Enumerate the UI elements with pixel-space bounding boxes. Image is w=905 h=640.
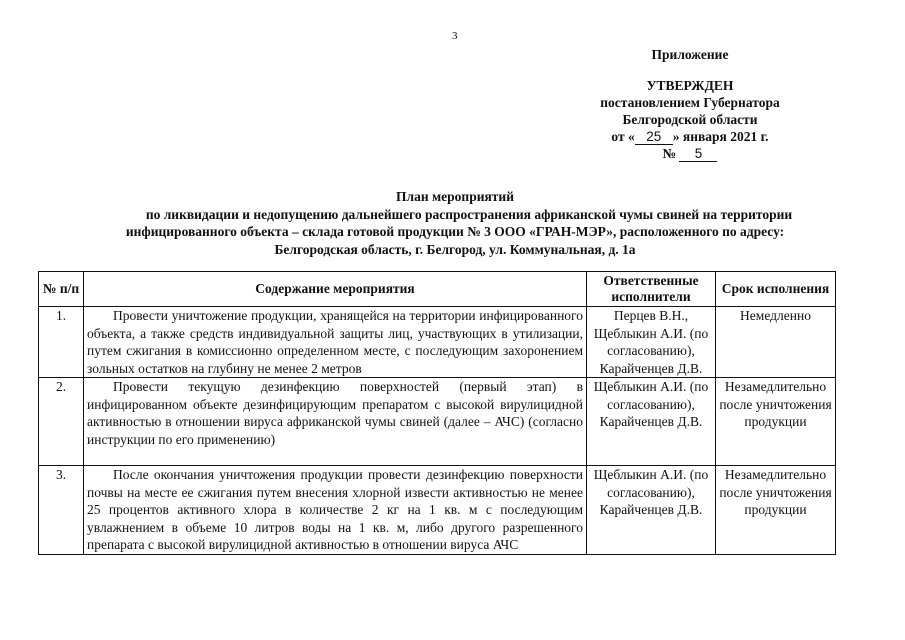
- title-line3: инфицированного объекта – склада готовой продукции № 3 ООО «ГРАН-МЭР», расположенного по адресу:: [125, 224, 785, 239]
- approved-label: УТВЕРЖДЕН: [646, 78, 734, 93]
- approval-date: [540, 128, 840, 145]
- table-row: [39, 307, 836, 378]
- approval-block: [540, 46, 840, 162]
- header-deadline: Срок исполнения: [716, 272, 836, 307]
- row-deadline: Незамедлительно после уничтожения продукции: [716, 466, 836, 555]
- title-line4: Белгородская область, г. Белгород, ул. Коммунальная, д. 1а: [274, 241, 636, 257]
- row-content: [84, 378, 587, 466]
- header-responsible: Ответственные исполнители: [587, 272, 716, 307]
- row-responsible: Щеблыкин А.И. (по согласованию), Карайченцев Д.В.: [587, 466, 716, 555]
- approved-by-line2: Белгородской области: [622, 112, 758, 127]
- table-row: [39, 378, 836, 466]
- row-content: [84, 466, 587, 555]
- row-content-text: После окончания уничтожения продукции провести дезинфекцию поверхности почвы на месте ее сжигания путем внесения хлорной извести активностью не менее 25 процентов активного хлора в количестве 2 кг на 1 кв. м с последующим увлажнением в объеме 10 литров воды на 1 кв. м, либо другого разрешенного препарата с высокой вирулицидной активностью в отношении вируса АЧС: [87, 467, 583, 552]
- row-content-text: Провести уничтожение продукции, хранящейся на территории инфицированного объекта, а также средств индивидуальной защиты лиц, участвующих в утилизации, путем сжигания в комиссионно определенном месте, с последующим захоронением зольных остатков на глубину не менее 2 метров: [87, 308, 583, 376]
- number-prefix: №: [662, 146, 677, 161]
- table-header-row: [39, 272, 836, 307]
- row-responsible: Перцев В.Н., Щеблыкин А.И. (по согласованию), Карайченцев Д.В.: [587, 307, 716, 378]
- row-deadline: Немедленно: [716, 307, 836, 378]
- row-content-text: Провести текущую дезинфекцию поверхностей (первый этап) в инфицированном объекте дезинфицирующим препаратом с высокой вирулицидной активностью в отношении вируса африканской чумы свиней (далее – АЧС) (согласно инструкции по его применению): [87, 379, 583, 447]
- date-prefix: от «: [611, 129, 635, 144]
- row-num: 3.: [39, 466, 84, 555]
- table-row: [39, 466, 836, 555]
- header-num: № п/п: [39, 272, 84, 307]
- title-line1: План мероприятий: [396, 189, 514, 204]
- number-value: 5: [679, 147, 717, 162]
- measures-table: [38, 271, 836, 555]
- approved-by-line1: постановлением Губернатора: [600, 95, 780, 110]
- row-deadline: Незамедлительно после уничтожения продукции: [716, 378, 836, 466]
- appendix-label: Приложение: [651, 47, 729, 62]
- title-line2: по ликвидации и недопущению дальнейшего распространения африканской чумы свиней на территории: [145, 206, 793, 222]
- date-day: 25: [635, 130, 673, 145]
- date-suffix: » января 2021 г.: [672, 129, 769, 144]
- row-responsible: Щеблыкин А.И. (по согласованию), Карайченцев Д.В.: [587, 378, 716, 466]
- row-content: [84, 307, 587, 378]
- header-content: Содержание мероприятия: [84, 272, 587, 307]
- row-num: 2.: [39, 378, 84, 466]
- page-number: 3: [452, 30, 458, 42]
- document-title: [60, 188, 850, 258]
- approval-number: [540, 145, 840, 162]
- row-num: 1.: [39, 307, 84, 378]
